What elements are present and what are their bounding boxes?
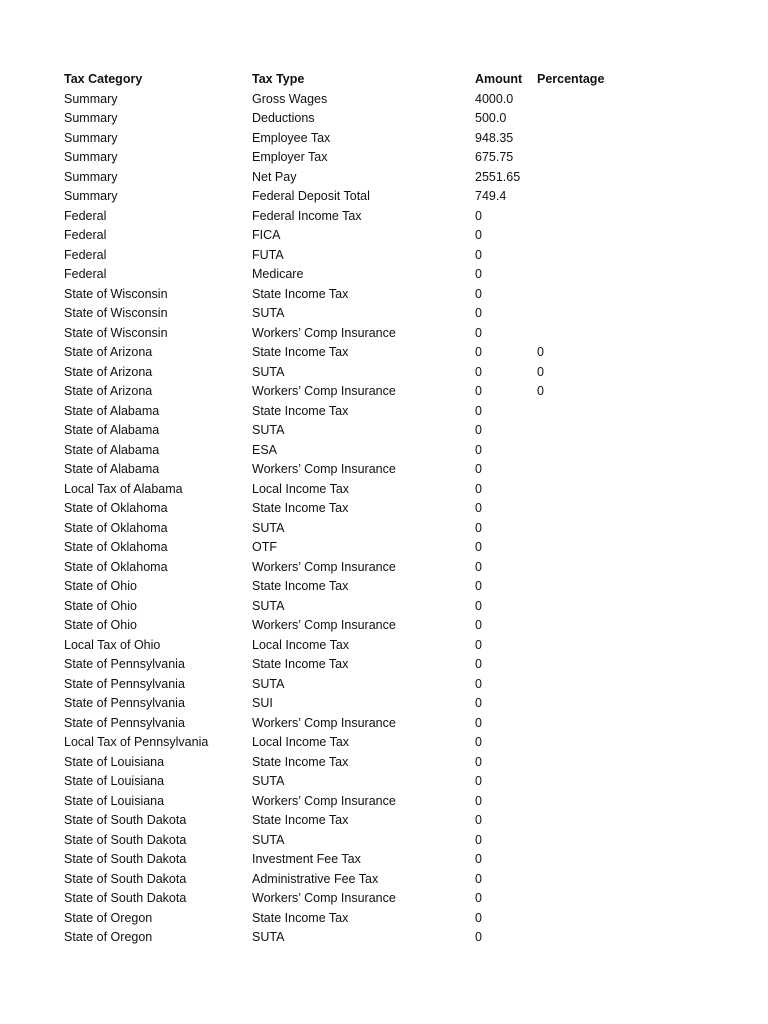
cell-tax-category: State of Oklahoma <box>64 559 168 574</box>
table-row <box>64 129 664 149</box>
cell-tax-type: Workers’ Comp Insurance <box>252 715 396 730</box>
table-row <box>64 889 664 909</box>
cell-amount: 0 <box>475 306 482 320</box>
cell-tax-type: SUTA <box>252 832 285 847</box>
table-row <box>64 324 664 344</box>
cell-tax-type: Workers’ Comp Insurance <box>252 325 396 340</box>
cell-percentage <box>537 870 664 890</box>
cell-tax-type: Workers’ Comp Insurance <box>252 462 396 476</box>
cell-amount: 0 <box>475 286 482 301</box>
cell-tax-type: Employer Tax <box>252 150 328 164</box>
cell-amount: 749.4 <box>475 189 507 203</box>
cell-tax-type: Investment Fee Tax <box>252 852 361 866</box>
cell-tax-type: Federal Deposit Total <box>252 189 370 203</box>
cell-tax-type: Employee Tax <box>252 130 331 145</box>
cell-amount: 0 <box>475 442 482 457</box>
cell-tax-category: Local Tax of Pennsylvania <box>64 735 209 749</box>
cell-percentage <box>537 207 664 227</box>
cell-percentage <box>537 577 664 597</box>
cell-amount: 0 <box>475 364 482 379</box>
header-percentage: Percentage <box>537 72 605 86</box>
table-body <box>64 90 664 948</box>
cell-tax-category: State of Ohio <box>64 579 137 593</box>
table-row <box>64 792 664 812</box>
cell-amount: 4000.0 <box>475 91 514 106</box>
header-tax-category: Tax Category <box>64 72 143 86</box>
table-row <box>64 928 664 948</box>
cell-amount: 0 <box>475 540 482 554</box>
cell-tax-type: Workers’ Comp Insurance <box>252 891 396 905</box>
cell-tax-category: State of Arizona <box>64 364 153 379</box>
cell-tax-category: Federal <box>64 208 107 223</box>
table-row <box>64 265 664 285</box>
cell-amount: 0 <box>475 676 482 691</box>
cell-tax-category: State of Wisconsin <box>64 286 168 301</box>
cell-percentage <box>537 402 664 422</box>
table-row <box>64 246 664 266</box>
cell-percentage <box>537 772 664 792</box>
cell-percentage <box>537 694 664 714</box>
table-row <box>64 363 664 383</box>
table-row <box>64 831 664 851</box>
cell-percentage: 0 <box>537 364 544 379</box>
cell-amount: 0 <box>475 832 482 847</box>
cell-tax-category: Federal <box>64 228 107 242</box>
table-row <box>64 285 664 305</box>
cell-percentage <box>537 265 664 285</box>
cell-tax-category: State of Oklahoma <box>64 501 168 515</box>
cell-amount: 0 <box>475 247 482 262</box>
cell-tax-category: State of Ohio <box>64 598 137 613</box>
cell-percentage <box>537 441 664 461</box>
cell-tax-category: State of South Dakota <box>64 891 187 905</box>
cell-tax-type: Federal Income Tax <box>252 208 362 223</box>
cell-amount: 0 <box>475 891 482 905</box>
cell-tax-category: State of Alabama <box>64 442 160 457</box>
cell-tax-category: Summary <box>64 150 118 164</box>
cell-amount: 0 <box>475 735 482 749</box>
cell-percentage <box>537 636 664 656</box>
cell-amount: 0 <box>475 910 482 925</box>
cell-tax-category: State of South Dakota <box>64 852 187 866</box>
cell-tax-type: State Income Tax <box>252 813 349 827</box>
cell-percentage <box>537 499 664 519</box>
cell-tax-category: State of Pennsylvania <box>64 696 185 710</box>
cell-tax-type: Workers’ Comp Insurance <box>252 384 396 398</box>
cell-percentage <box>537 226 664 246</box>
cell-amount: 0 <box>475 813 482 827</box>
cell-percentage <box>537 538 664 558</box>
header-tax-type: Tax Type <box>252 72 305 86</box>
table-row <box>64 909 664 929</box>
cell-tax-type: Administrative Fee Tax <box>252 871 379 886</box>
cell-tax-category: Summary <box>64 169 118 184</box>
cell-tax-type: OTF <box>252 540 277 554</box>
cell-tax-category: State of Oregon <box>64 910 153 925</box>
table-row <box>64 597 664 617</box>
table-row <box>64 421 664 441</box>
cell-percentage <box>537 616 664 636</box>
cell-amount: 0 <box>475 481 482 496</box>
table-row <box>64 519 664 539</box>
cell-percentage <box>537 889 664 909</box>
table-row <box>64 90 664 110</box>
cell-tax-type: SUTA <box>252 676 285 691</box>
table-row <box>64 382 664 402</box>
cell-tax-category: State of Alabama <box>64 403 160 418</box>
cell-percentage <box>537 597 664 617</box>
cell-percentage <box>537 148 664 168</box>
cell-amount: 0 <box>475 852 482 866</box>
cell-tax-category: State of Louisiana <box>64 774 165 788</box>
cell-tax-category: State of Oregon <box>64 930 153 944</box>
table-row <box>64 109 664 129</box>
table-row <box>64 460 664 480</box>
cell-amount: 0 <box>475 930 482 944</box>
cell-percentage <box>537 811 664 831</box>
cell-percentage <box>537 304 664 324</box>
cell-amount: 0 <box>475 715 482 730</box>
cell-tax-type: Local Income Tax <box>252 637 350 652</box>
cell-tax-category: State of Pennsylvania <box>64 715 185 730</box>
cell-tax-category: State of Oklahoma <box>64 520 168 535</box>
tax-table <box>64 70 664 948</box>
cell-amount: 0 <box>475 403 482 418</box>
table-row <box>64 226 664 246</box>
cell-percentage <box>537 831 664 851</box>
cell-tax-type: Workers’ Comp Insurance <box>252 793 396 808</box>
cell-percentage <box>537 109 664 129</box>
cell-percentage <box>537 129 664 149</box>
cell-tax-category: Summary <box>64 91 118 106</box>
cell-percentage <box>537 285 664 305</box>
table-row <box>64 499 664 519</box>
table-row <box>64 168 664 188</box>
cell-tax-type: SUTA <box>252 774 285 788</box>
cell-tax-category: State of Arizona <box>64 384 153 398</box>
cell-amount: 0 <box>475 618 482 632</box>
cell-tax-type: State Income Tax <box>252 403 349 418</box>
cell-percentage <box>537 324 664 344</box>
cell-percentage <box>537 928 664 948</box>
table-row <box>64 207 664 227</box>
cell-amount: 948.35 <box>475 130 514 145</box>
cell-amount: 2551.65 <box>475 169 521 184</box>
header-amount: Amount <box>475 72 523 86</box>
table-row <box>64 870 664 890</box>
table-row <box>64 675 664 695</box>
table-row <box>64 850 664 870</box>
cell-tax-category: State of Alabama <box>64 423 160 437</box>
cell-tax-category: State of South Dakota <box>64 832 187 847</box>
cell-percentage: 0 <box>537 384 544 398</box>
cell-tax-category: Summary <box>64 111 118 125</box>
cell-amount: 500.0 <box>475 111 507 125</box>
cell-tax-type: State Income Tax <box>252 345 349 359</box>
cell-tax-category: State of South Dakota <box>64 871 187 886</box>
cell-percentage <box>537 480 664 500</box>
cell-amount: 0 <box>475 793 482 808</box>
cell-tax-type: ESA <box>252 442 278 457</box>
tax-report-sheet <box>64 70 704 948</box>
cell-amount: 0 <box>475 598 482 613</box>
cell-tax-type: Deductions <box>252 111 315 125</box>
cell-percentage <box>537 753 664 773</box>
cell-percentage <box>537 90 664 110</box>
table-row <box>64 343 664 363</box>
cell-tax-type: SUTA <box>252 306 285 320</box>
cell-tax-type: Net Pay <box>252 169 297 184</box>
cell-percentage <box>537 714 664 734</box>
table-row <box>64 733 664 753</box>
table-row <box>64 616 664 636</box>
cell-tax-type: State Income Tax <box>252 579 349 593</box>
table-row <box>64 304 664 324</box>
table-row <box>64 655 664 675</box>
cell-amount: 0 <box>475 267 482 281</box>
table-row <box>64 772 664 792</box>
cell-amount: 0 <box>475 384 482 398</box>
cell-percentage <box>537 421 664 441</box>
table-header <box>64 70 664 90</box>
cell-tax-type: Medicare <box>252 267 304 281</box>
table-row <box>64 714 664 734</box>
cell-tax-category: State of Ohio <box>64 618 137 632</box>
cell-tax-category: Summary <box>64 130 118 145</box>
cell-tax-type: Gross Wages <box>252 91 328 106</box>
cell-amount: 0 <box>475 559 482 574</box>
cell-tax-category: State of Arizona <box>64 345 153 359</box>
table-row <box>64 558 664 578</box>
cell-tax-type: SUI <box>252 696 273 710</box>
cell-tax-type: FICA <box>252 228 281 242</box>
cell-tax-category: Local Tax of Ohio <box>64 637 161 652</box>
cell-tax-category: State of Pennsylvania <box>64 657 185 671</box>
cell-percentage <box>537 909 664 929</box>
cell-amount: 0 <box>475 501 482 515</box>
cell-tax-type: Workers’ Comp Insurance <box>252 618 396 632</box>
cell-tax-category: Summary <box>64 189 118 203</box>
cell-amount: 0 <box>475 696 482 710</box>
cell-amount: 0 <box>475 754 482 769</box>
cell-amount: 0 <box>475 637 482 652</box>
cell-amount: 0 <box>475 871 482 886</box>
cell-tax-category: Federal <box>64 247 107 262</box>
cell-percentage <box>537 655 664 675</box>
cell-tax-type: SUTA <box>252 364 285 379</box>
table-row <box>64 148 664 168</box>
cell-percentage <box>537 733 664 753</box>
cell-tax-type: State Income Tax <box>252 910 349 925</box>
cell-tax-category: State of Oklahoma <box>64 540 168 554</box>
table-row <box>64 636 664 656</box>
cell-percentage <box>537 558 664 578</box>
cell-percentage <box>537 519 664 539</box>
table-row <box>64 811 664 831</box>
cell-amount: 0 <box>475 325 482 340</box>
cell-percentage <box>537 675 664 695</box>
cell-percentage <box>537 187 664 207</box>
cell-amount: 0 <box>475 345 482 359</box>
cell-tax-category: Local Tax of Alabama <box>64 481 183 496</box>
cell-amount: 0 <box>475 228 482 242</box>
cell-tax-type: SUTA <box>252 930 285 944</box>
cell-amount: 0 <box>475 462 482 476</box>
cell-percentage <box>537 850 664 870</box>
cell-tax-type: State Income Tax <box>252 754 349 769</box>
cell-percentage <box>537 168 664 188</box>
table-row <box>64 577 664 597</box>
cell-tax-type: State Income Tax <box>252 501 349 515</box>
cell-tax-category: State of Louisiana <box>64 793 165 808</box>
cell-tax-type: State Income Tax <box>252 286 349 301</box>
cell-tax-category: Federal <box>64 267 107 281</box>
cell-amount: 0 <box>475 423 482 437</box>
cell-tax-category: State of South Dakota <box>64 813 187 827</box>
cell-amount: 0 <box>475 579 482 593</box>
table-row <box>64 480 664 500</box>
cell-tax-category: State of Wisconsin <box>64 306 168 320</box>
cell-tax-type: SUTA <box>252 598 285 613</box>
cell-tax-type: FUTA <box>252 247 284 262</box>
table-row <box>64 187 664 207</box>
cell-amount: 0 <box>475 774 482 788</box>
table-row <box>64 753 664 773</box>
table-row <box>64 694 664 714</box>
cell-tax-category: State of Alabama <box>64 462 160 476</box>
cell-amount: 675.75 <box>475 150 514 164</box>
cell-percentage <box>537 792 664 812</box>
cell-amount: 0 <box>475 657 482 671</box>
cell-percentage: 0 <box>537 345 544 359</box>
table-row <box>64 538 664 558</box>
cell-percentage <box>537 246 664 266</box>
cell-tax-type: Workers’ Comp Insurance <box>252 559 396 574</box>
cell-tax-type: Local Income Tax <box>252 735 350 749</box>
table-row <box>64 402 664 422</box>
cell-percentage <box>537 460 664 480</box>
header-row <box>64 70 664 90</box>
table-row <box>64 441 664 461</box>
cell-tax-type: SUTA <box>252 423 285 437</box>
cell-amount: 0 <box>475 208 482 223</box>
cell-tax-type: State Income Tax <box>252 657 349 671</box>
cell-tax-type: Local Income Tax <box>252 481 350 496</box>
cell-tax-category: State of Wisconsin <box>64 325 168 340</box>
cell-tax-category: State of Louisiana <box>64 754 165 769</box>
cell-amount: 0 <box>475 520 482 535</box>
cell-tax-type: SUTA <box>252 520 285 535</box>
cell-tax-category: State of Pennsylvania <box>64 676 185 691</box>
